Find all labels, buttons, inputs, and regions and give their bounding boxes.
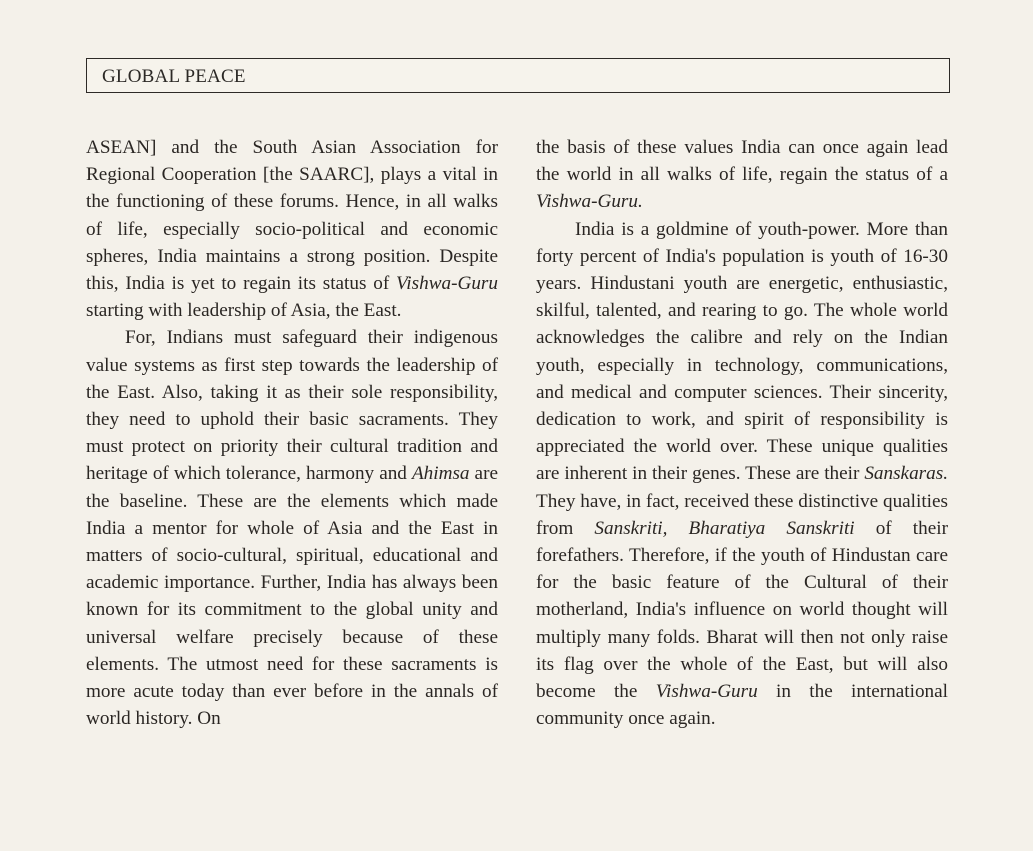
left-p1-text-b: starting with leadership of Asia, the East.	[86, 300, 402, 322]
left-p2-text-a: For, Indians must safeguard their indigenous value systems as first step towards the leadership of the East. Also, taking it as their sole responsibility, they need to uphold their basic sacraments. They must protect on priority their cultural tradition and heritage of which tolerance, harmony and	[86, 327, 498, 485]
right-p2-text-d: in the international community once again.	[536, 681, 948, 730]
right-paragraph-2	[536, 216, 948, 733]
left-p2-text-b: are the baseline. These are the elements which made India a mentor for whole of Asia and the East in matters of socio-cultural, spiritual, educational and academic importance. Further, India has always been known for its commitment to the global unity and universal welfare precisely because of these elements. The utmost need for these sacraments is more acute today than ever before in the annals of world history. On	[86, 463, 498, 730]
right-p2-text-b: They have, in fact, received these distinctive qualities from	[536, 490, 948, 539]
right-p2-emphasis-3: Vishwa-Guru	[655, 681, 758, 703]
page-header-box	[86, 58, 950, 93]
right-p2-text-c: of their forefathers. Therefore, if the youth of Hindustan care for the basic feature of the Cultural of their motherland, India's influence on world thought will multiply many folds. Bharat will then not only raise its flag over the whole of the East, but will also become the	[536, 517, 948, 703]
left-p1-emphasis: Vishwa-Guru	[396, 273, 498, 295]
right-paragraph-1	[536, 134, 948, 216]
left-text-column	[86, 134, 498, 732]
right-p2-text-a: India is a goldmine of youth-power. More than forty percent of India's population is youth of 16-30 years. Hindustani youth are energetic, enthusiastic, skilful, talented, and rearing to go. The whole world acknowledges the calibre and rely on the Indian youth, especially in technology, communications, and medical and computer sciences. Their sincerity, dedication to work, and spirit of responsibility is appreciated the world over. These unique qualities are inherent in their genes. These are their	[536, 218, 948, 485]
right-p2-emphasis-1: Sanskaras.	[864, 463, 948, 485]
right-p1-emphasis: Vishwa-Guru.	[536, 191, 643, 213]
left-p1-text-a: ASEAN] and the South Asian Association for Regional Cooperation [the SAARC], plays a vital in the functioning of these forums. Hence, in all walks of life, especially socio-political and economic spheres, India maintains a strong position. Despite this, India is yet to regain its status of	[86, 137, 498, 295]
right-text-column	[536, 134, 948, 732]
left-paragraph-2	[86, 324, 498, 732]
page-header-title: GLOBAL PEACE	[102, 66, 246, 87]
left-paragraph-1	[86, 134, 498, 324]
right-p2-emphasis-2: Sanskriti, Bharatiya Sanskriti	[594, 517, 855, 539]
left-p2-emphasis: Ahimsa	[411, 463, 470, 485]
right-p1-text-a: the basis of these values India can once again lead the world in all walks of life, regain the status of a	[536, 137, 948, 186]
